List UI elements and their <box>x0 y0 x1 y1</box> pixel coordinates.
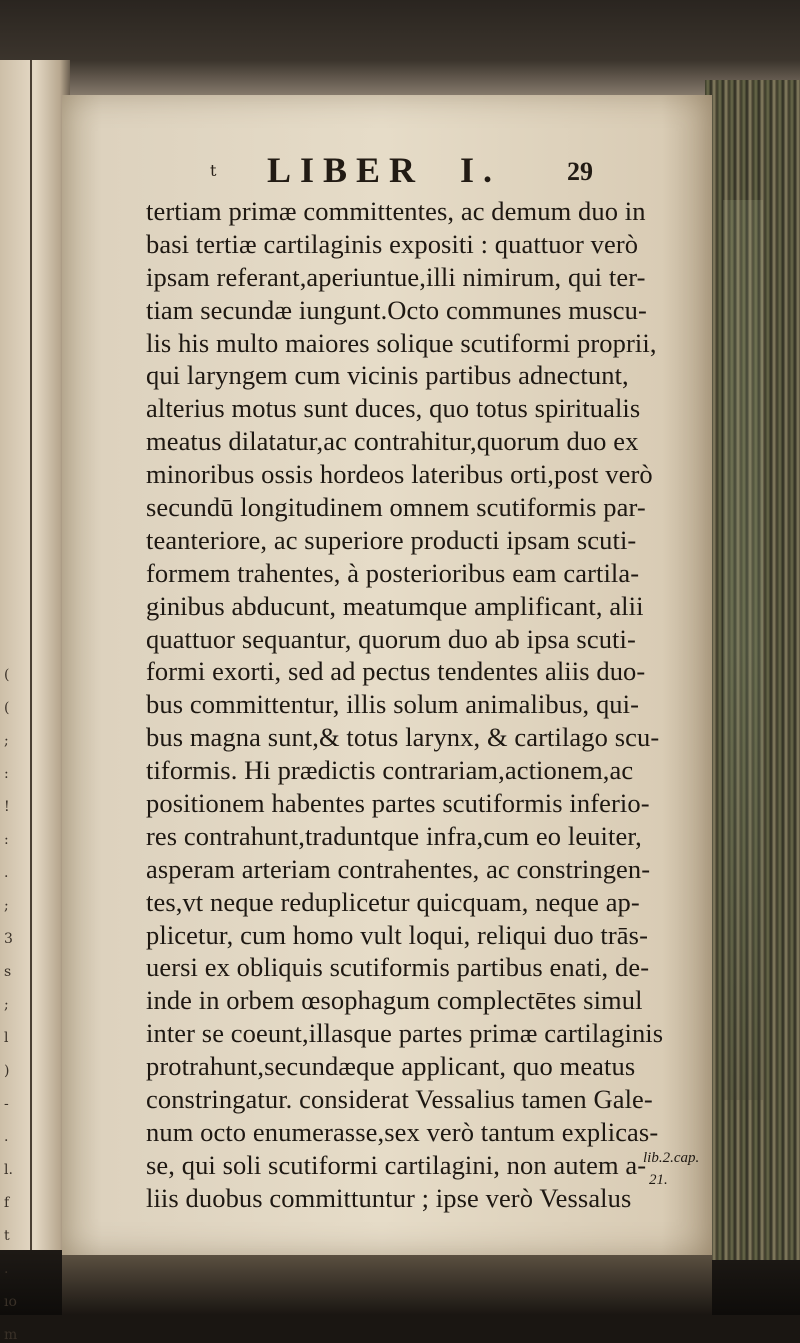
text-line: asperam arteriam contrahentes, ac constringen- <box>146 853 651 884</box>
previous-page-marks <box>4 60 26 1343</box>
previous-page-mark: l <box>4 1030 9 1046</box>
text-line: se, qui soli scutiformi cartilagini, non autem a- <box>146 1149 647 1180</box>
text-line: num octo enumerasse,sex verò tantum explicas- <box>146 1116 659 1147</box>
page-number: 29 <box>567 157 593 186</box>
text-line: bus magna sunt,& totus larynx, & cartilago scu- <box>146 722 660 753</box>
text-line: meatus dilatatur,ac contrahitur,quorum duo ex <box>146 426 639 457</box>
text-line: inde in orbem œsophagum complectētes simul <box>146 985 643 1016</box>
previous-page-mark: : <box>4 766 9 782</box>
previous-page-mark: ) <box>4 1063 10 1079</box>
previous-page-mark: t <box>4 1228 10 1244</box>
previous-page-mark: . <box>4 1261 9 1277</box>
text-line: positionem habentes partes scutiformis inferio- <box>146 788 650 819</box>
text-line: constringatur. considerat Vessalius tamen Gale- <box>146 1084 653 1115</box>
previous-page-mark: m <box>4 1327 18 1343</box>
text-line: secundū longitudinem omnem scutiformis par- <box>146 492 646 523</box>
body-text <box>146 195 666 1215</box>
text-line: tertiam primæ committentes, ac demum duo in <box>146 196 646 226</box>
text-line: basi tertiæ cartilaginis expositi : quattuor verò <box>146 228 639 259</box>
header-ornament: t <box>210 161 217 180</box>
text-line: ipsam referant,aperiuntue,illi nimirum, qui ter- <box>146 261 646 292</box>
margin-note <box>643 1147 703 1191</box>
text-line: qui laryngem cum vicinis partibus adnectunt, <box>146 360 629 391</box>
text-line: tiformis. Hi prædictis contrariam,actionem,ac <box>146 755 634 786</box>
previous-page-mark: . <box>4 865 9 881</box>
fore-edge-highlight <box>723 200 763 1100</box>
text-line: quattuor sequantur, quorum duo ab ipsa scuti- <box>146 623 636 654</box>
running-title-word: LIBER <box>267 150 425 190</box>
text-line: teanteriore, ac superiore producti ipsam scuti- <box>146 524 637 555</box>
text-line: bus committentur, illis solum animalibus, qui- <box>146 689 640 720</box>
previous-page-mark: ! <box>4 799 10 815</box>
previous-page-mark: ( <box>4 700 10 716</box>
text-line: formem trahentes, à posterioribus eam cartila- <box>146 557 640 588</box>
previous-page-mark: ; <box>4 898 9 914</box>
text-line: minoribus ossis hordeos lateribus orti,post verò <box>146 459 653 490</box>
text-line: liis duobus committuntur ; ipse verò Vessalus <box>146 1182 632 1213</box>
book-fore-edge <box>705 80 800 1260</box>
page-header <box>122 145 622 195</box>
running-title <box>267 149 501 191</box>
text-line: inter se coeunt,illasque partes primæ cartilaginis <box>146 1018 664 1049</box>
text-line: tes,vt neque reduplicetur quicquam, neque ap- <box>146 886 640 917</box>
page-bottom-shadow <box>62 1255 712 1315</box>
binding-rule <box>30 60 32 1250</box>
text-line: protrahunt,secundæque applicant, quo meatus <box>146 1051 636 1082</box>
running-title-book-number: I. <box>460 150 502 190</box>
text-line: formi exorti, sed ad pectus tendentes aliis duo- <box>146 656 646 687</box>
text-line: tiam secundæ iungunt.Octo communes muscu- <box>146 294 647 325</box>
previous-page-mark: ıo <box>4 1294 17 1310</box>
margin-note-line-2: 21. <box>649 1172 668 1188</box>
previous-page-mark: f <box>4 1195 10 1211</box>
previous-page-mark: l. <box>4 1162 13 1178</box>
text-line: lis his multo maiores solique scutiformi proprii, <box>146 327 657 358</box>
previous-page-mark: ; <box>4 733 9 749</box>
text-line: uersi ex obliquis scutiformis partibus enati, de- <box>146 952 650 983</box>
previous-page-mark: : <box>4 832 9 848</box>
previous-page-mark: ( <box>4 667 10 683</box>
book-page <box>62 95 712 1255</box>
previous-page-mark: s <box>4 964 12 980</box>
previous-page-mark: . <box>4 1129 9 1145</box>
margin-note-line-1: lib.2.cap. <box>643 1150 700 1166</box>
previous-page-mark: 3 <box>4 931 13 947</box>
text-line: alterius motus sunt duces, quo totus spiritualis <box>146 393 641 424</box>
previous-page-mark: ; <box>4 997 9 1013</box>
text-line: ginibus abducunt, meatumque amplificant, alii <box>146 590 644 621</box>
previous-page-mark: - <box>4 1096 9 1112</box>
previous-page-edge <box>0 60 70 1343</box>
text-line: plicetur, cum homo vult loqui, reliqui duo trās- <box>146 919 648 950</box>
text-line: res contrahunt,traduntque infra,cum eo leuiter, <box>146 820 642 851</box>
